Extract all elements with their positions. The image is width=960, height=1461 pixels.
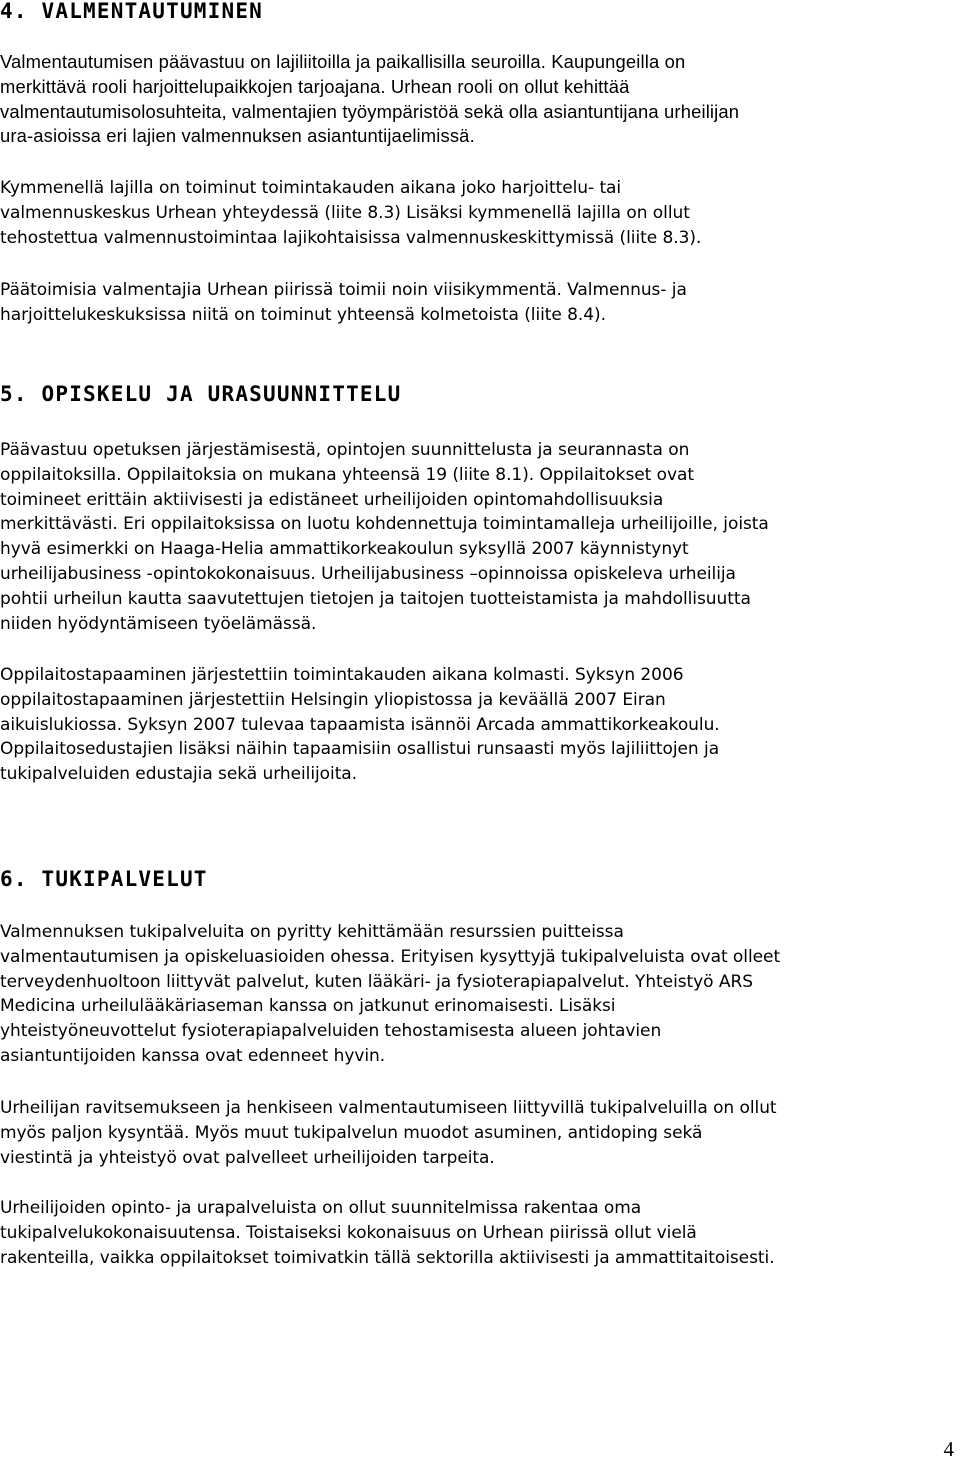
text-line: Valmentautumisen päävastuu on lajiliitoilla ja paikallisilla seuroilla. Kaupungeilla on bbox=[0, 51, 686, 72]
text-line: hyvä esimerkki on Haaga-Helia ammattikorkeakoulun syksyllä 2007 käynnistynyt bbox=[0, 539, 689, 560]
text-line: terveydenhuoltoon liittyvät palvelut, kuten lääkäri- ja fysioterapiapalvelut. Yhteistyö ARS bbox=[0, 971, 753, 992]
paragraph bbox=[0, 50, 958, 149]
text-line: Kymmenellä lajilla on toiminut toimintakauden aikana joko harjoittelu- tai bbox=[0, 178, 622, 198]
text-line: harjoittelukeskuksissa niitä on toiminut yhteensä kolmetoista (liite 8.4). bbox=[0, 304, 606, 325]
text-line: valmennuskeskus Urhean yhteydessä (liite 8.3) Lisäksi kymmenellä lajilla on ollut bbox=[0, 202, 690, 223]
text-line: Oppilaitosedustajien lisäksi näihin tapaamisiin osallistui runsaasti myös lajiliittojen ja bbox=[0, 739, 720, 760]
text-line: Valmennuksen tukipalveluita on pyritty kehittämään resurssien puitteissa bbox=[0, 922, 624, 942]
paragraph bbox=[0, 920, 958, 1069]
text-line: yhteistyöneuvottelut fysioterapiapalveluiden tehostamisesta alueen johtavien bbox=[0, 1021, 662, 1042]
section-heading-valmentautuminen: 4. VALMENTAUTUMINEN bbox=[0, 0, 264, 23]
text-line: Urheilijan ravitsemukseen ja henkiseen valmentautumiseen liittyvillä tukipalveluilla on ollut bbox=[0, 1098, 777, 1118]
text-line: pohtii urheilun kautta saavutettujen tietojen ja taitojen tuotteistamista ja mahdollisuutta bbox=[0, 588, 751, 609]
text-line: Medicina urheilulääkäriaseman kanssa on jatkunut erinomaisesti. Lisäksi bbox=[0, 996, 616, 1017]
section-heading-tukipalvelut: 6. TUKIPALVELUT bbox=[0, 867, 208, 891]
text-line: toimineet erittäin aktiivisesti ja edistäneet urheilijoiden opintomahdollisuuksia bbox=[0, 489, 664, 510]
text-line: rakenteilla, vaikka oppilaitokset toimivatkin tällä sektorilla aktiivisesti ja ammattitaitoisesti. bbox=[0, 1247, 775, 1268]
paragraph bbox=[0, 176, 958, 250]
text-line: ura-asioissa eri lajien valmennuksen asiantuntijaelimissä. bbox=[0, 125, 475, 147]
paragraph bbox=[0, 1196, 958, 1270]
text-line: valmentautumisen ja opiskeluasioiden ohessa. Erityisen kysyttyjä tukipalveluista ovat olleet bbox=[0, 946, 781, 967]
text-line: oppilaitostapaaminen järjestettiin Helsingin yliopistossa ja keväällä 2007 Eiran bbox=[0, 689, 666, 710]
text-line: myös paljon kysyntää. Myös muut tukipalvelun muodot asuminen, antidoping sekä bbox=[0, 1122, 703, 1143]
paragraph bbox=[0, 278, 958, 328]
text-line: niiden hyödyntämiseen työelämässä. bbox=[0, 613, 317, 634]
text-line: urheilijabusiness -opintokokonaisuus. Urheilijabusiness –opinnoissa opiskeleva urheilija bbox=[0, 563, 736, 584]
paragraph bbox=[0, 1096, 958, 1170]
text-line: merkittävästi. Eri oppilaitoksissa on luotu kohdennettuja toimintamalleja urheilijoille, joista bbox=[0, 514, 769, 535]
text-line: Päävastuu opetuksen järjestämisestä, opintojen suunnittelusta ja seurannasta on bbox=[0, 440, 690, 460]
text-line: Päätoimisia valmentajia Urhean piirissä toimii noin viisikymmentä. Valmennus- ja bbox=[0, 280, 687, 300]
paragraph bbox=[0, 663, 958, 787]
text-line: valmentautumisolosuhteita, valmentajien työympäristöä sekä olla asiantuntijana urheilijan bbox=[0, 100, 740, 122]
text-line: oppilaitoksilla. Oppilaitoksia on mukana yhteensä 19 (liite 8.1). Oppilaitokset ovat bbox=[0, 464, 694, 485]
text-line: tukipalveluiden edustajia sekä urheilijoita. bbox=[0, 764, 358, 785]
text-line: asiantuntijoiden kanssa ovat edenneet hyvin. bbox=[0, 1045, 386, 1066]
text-line: Oppilaitostapaaminen järjestettiin toimintakauden aikana kolmasti. Syksyn 2006 bbox=[0, 665, 684, 685]
paragraph bbox=[0, 438, 958, 636]
text-line: merkittävä rooli harjoittelupaikkojen tarjoajana. Urhean rooli on ollut kehittää bbox=[0, 75, 630, 97]
section-heading-opiskelu: 5. OPISKELU JA URASUUNNITTELU bbox=[0, 382, 402, 406]
text-line: viestintä ja yhteistyö ovat palvelleet urheilijoiden tarpeita. bbox=[0, 1147, 495, 1168]
page-number: 4 bbox=[943, 1437, 954, 1461]
text-line: aikuislukiossa. Syksyn 2007 tulevaa tapaamista isännöi Arcada ammattikorkeakoulu. bbox=[0, 714, 720, 735]
text-line: tukipalvelukokonaisuutensa. Toistaiseksi kokonaisuus on Urhean piirissä ollut vielä bbox=[0, 1222, 697, 1243]
text-line: tehostettua valmennustoimintaa lajikohtaisissa valmennuskeskittymissä (liite 8.3). bbox=[0, 227, 702, 248]
text-line: Urheilijoiden opinto- ja urapalveluista on ollut suunnitelmissa rakentaa oma bbox=[0, 1198, 642, 1218]
